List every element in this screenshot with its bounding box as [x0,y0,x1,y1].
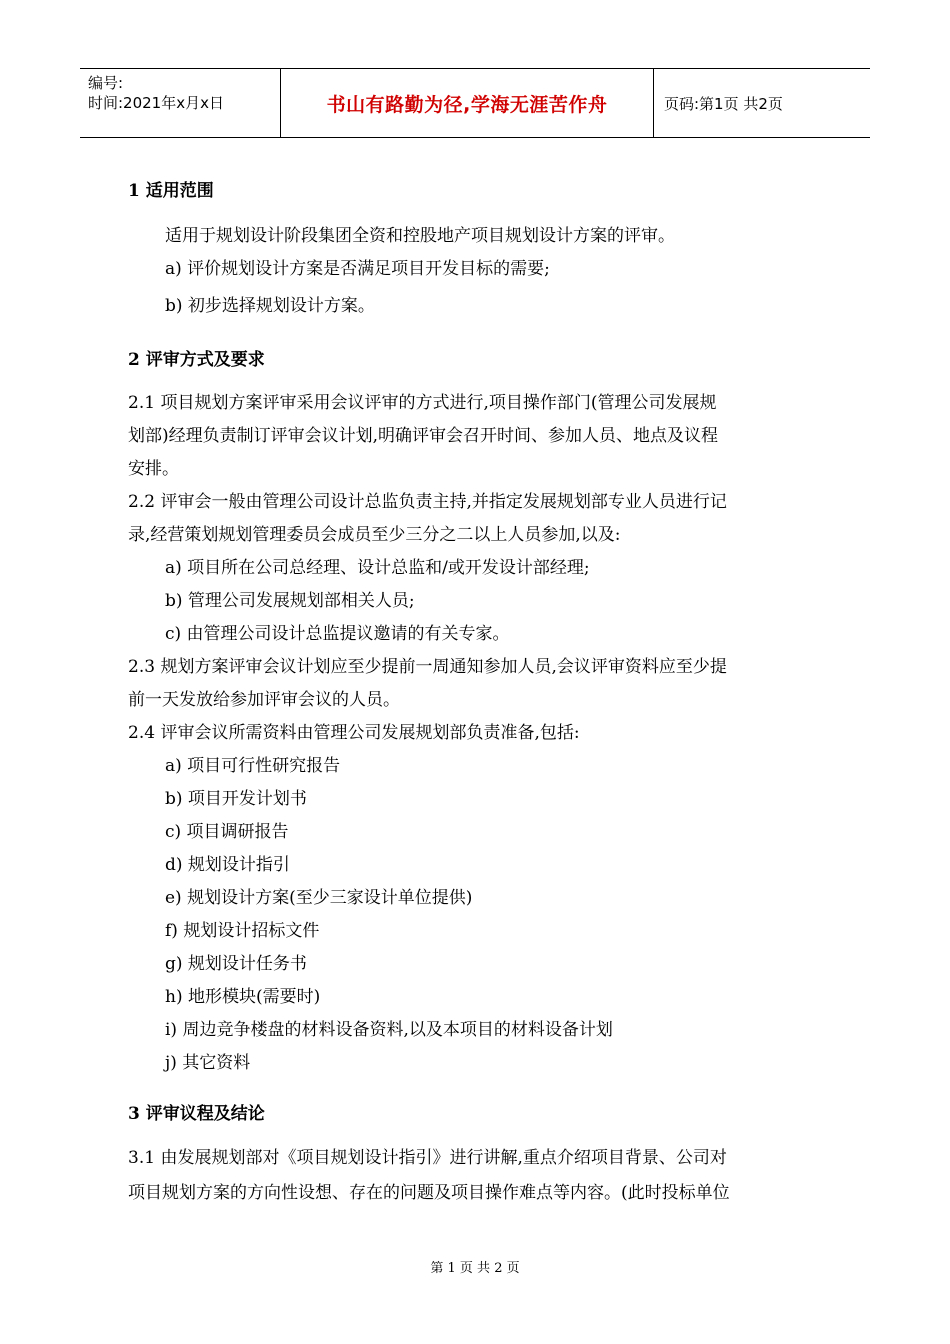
body-text-line: 划部)经理负责制订评审会议计划,明确评审会召开时间、参加人员、地点及议程 [128,426,719,446]
body-text-line: b) 项目开发计划书 [165,789,307,809]
section-heading: 3 评审议程及结论 [128,1104,265,1124]
body-text-line: a) 项目可行性研究报告 [165,756,341,776]
body-text-line: c) 由管理公司设计总监提议邀请的有关专家。 [165,624,510,644]
body-text-line: i) 周边竞争楼盘的材料设备资料,以及本项目的材料设备计划 [165,1020,613,1040]
body-text-line: 项目规划方案的方向性设想、存在的问题及项目操作难点等内容。(此时投标单位 [128,1183,730,1203]
body-text-line: g) 规划设计任务书 [165,954,307,974]
body-text-line: 2.4 评审会议所需资料由管理公司发展规划部负责准备,包括: [128,723,580,743]
body-text-line: j) 其它资料 [165,1053,251,1073]
body-text-line: a) 评价规划设计方案是否满足项目开发目标的需要; [165,259,550,279]
body-text-line: 安排。 [128,459,179,479]
body-text-line: b) 初步选择规划设计方案。 [165,296,375,316]
body-text-line: 3.1 由发展规划部对《项目规划设计指引》进行讲解,重点介绍项目背景、公司对 [128,1148,727,1168]
body-text-line: f) 规划设计招标文件 [165,921,320,941]
section-heading: 1 适用范围 [128,181,214,201]
header-motto: 书山有路勤为径,学海无涯苦作舟 [326,93,608,116]
header-page-number: 页码:第1页 共2页 [664,94,783,113]
body-text-line: 适用于规划设计阶段集团全资和控股地产项目规划设计方案的评审。 [165,226,675,246]
body-text-line: 录,经营策划规划管理委员会成员至少三分之二以上人员参加,以及: [128,525,621,545]
body-text-line: 2.2 评审会一般由管理公司设计总监负责主持,并指定发展规划部专业人员进行记 [128,492,727,512]
body-text-line: d) 规划设计指引 [165,855,290,875]
header-meta [80,69,281,137]
header-page-cell [654,69,870,137]
body-text-line: e) 规划设计方案(至少三家设计单位提供) [165,888,473,908]
body-text-line: 2.3 规划方案评审会议计划应至少提前一周通知参加人员,会议评审资料应至少提 [128,657,727,677]
doc-time-label: 时间:2021年x月x日 [88,94,224,112]
body-text-line: h) 地形模块(需要时) [165,987,321,1007]
page-footer: 第 1 页 共 2 页 [430,1261,520,1276]
section-heading: 2 评审方式及要求 [128,350,265,370]
body-text-line: a) 项目所在公司总经理、设计总监和/或开发设计部经理; [165,558,590,578]
body-text-line: 2.1 项目规划方案评审采用会议评审的方式进行,项目操作部门(管理公司发展规 [128,393,717,413]
doc-number-label: 编号: [88,74,124,92]
body-text-line: 前一天发放给参加评审会议的人员。 [128,690,400,710]
body-text-line: b) 管理公司发展规划部相关人员; [165,591,415,611]
header-motto-cell [281,69,654,137]
body-text-line: c) 项目调研报告 [165,822,289,842]
page-header [80,68,870,138]
